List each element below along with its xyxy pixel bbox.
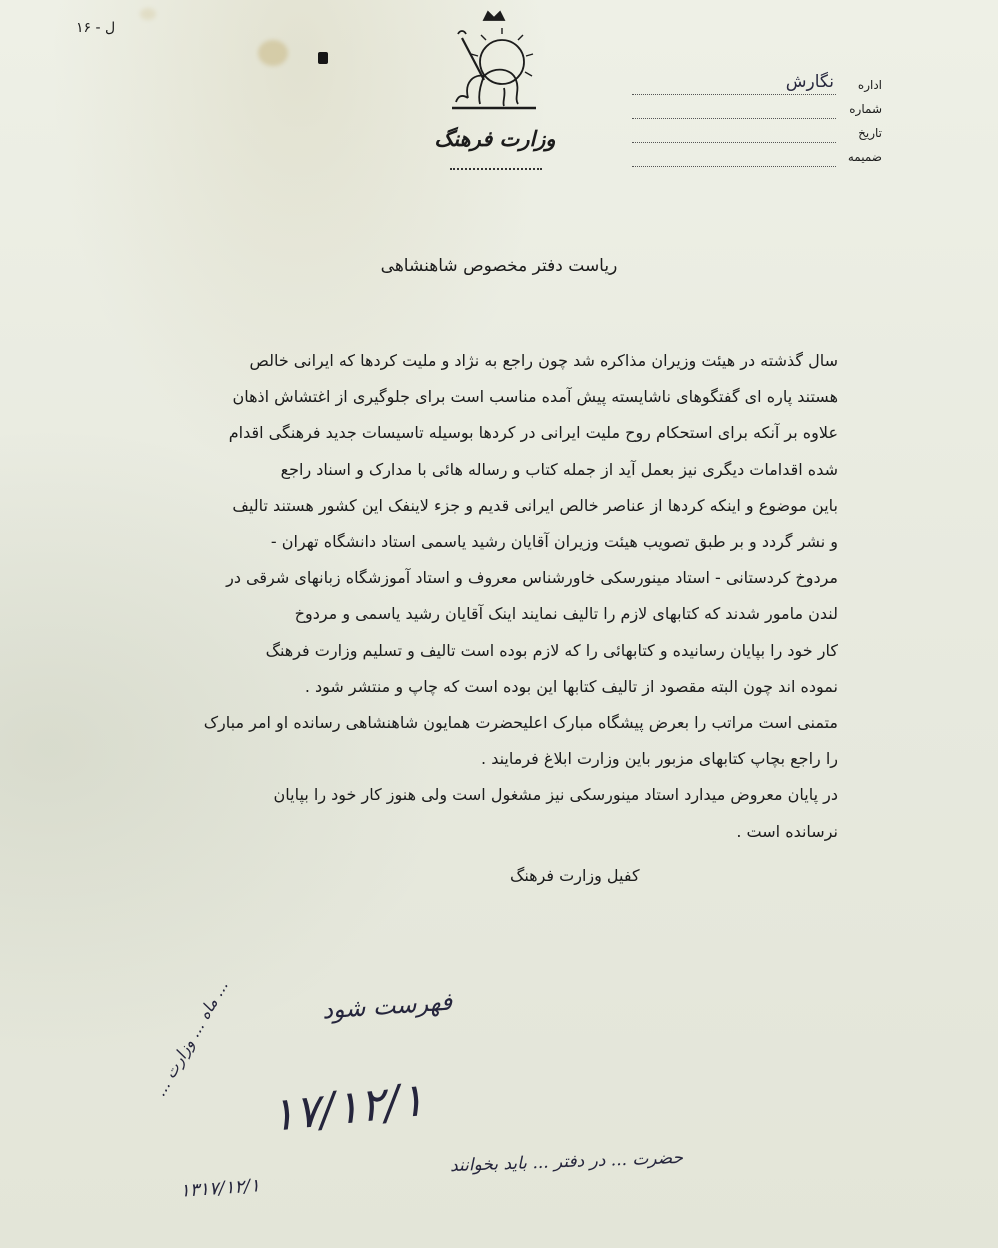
body-line: باین موضوع و اینکه کردها از عناصر خالص ایرانی قدیم و جزء لاینفک این کشور هستند تالیف [232, 495, 838, 515]
form-field-line [632, 166, 836, 167]
form-field-line [632, 94, 836, 95]
body-line: کار خود را بپایان رسانیده و کتابهائی را که لازم بوده است تالیف و تسلیم وزارت فرهنگ [265, 640, 838, 660]
ministry-underline [450, 168, 542, 170]
handwritten-note: حضرت ... در دفتر ... باید بخوانند [449, 1147, 684, 1177]
form-field-label: شماره [849, 102, 882, 116]
form-field-attachment [632, 150, 882, 174]
body-line: متمنی است مراتب را بعرض پیشگاه مبارک اعلیحضرت همایون شاهنشاهی رسانده او امر مبارک [203, 713, 838, 733]
body-line: در پایان معروض میدارد استاد مینورسکی نیز مشغول است ولی هنوز کار خود را بپایان [273, 785, 838, 805]
letter-body [148, 343, 838, 850]
body-line: و نشر گردد و بر طبق تصویب هیئت وزیران آقایان رشید یاسمی استاد دانشگاه تهران - [270, 532, 838, 552]
reference-number: ل - ۱۶ [76, 20, 116, 36]
form-field-date [632, 126, 882, 150]
addressee: ریاست دفتر مخصوص شاهنشاهی [380, 256, 618, 276]
stain [140, 8, 156, 20]
lion-and-sun-crown-icon [444, 10, 544, 116]
body-line: شده اقدامات دیگری نیز بعمل آید از جمله کتاب و رساله هائی با مدارک و اسناد راجع [280, 459, 838, 479]
body-line: را راجع بچاپ کتابهای مزبور باین وزارت ابلاغ فرمایند . [481, 749, 838, 769]
handwritten-margin-note: ... ماه ... وزارت ... [150, 976, 232, 1100]
ministry-name: وزارت فرهنگ [434, 126, 556, 151]
form-field-number [632, 102, 882, 126]
handwritten-note: فهرست شود [321, 987, 454, 1025]
form-field-label: اداره [857, 78, 882, 92]
form-field-label: تاریخ [858, 126, 882, 140]
body-line: نرسانده است . [736, 821, 838, 841]
form-fields [632, 72, 882, 174]
handwritten-date: ۱۷/۱۲/۱ [267, 1072, 427, 1142]
form-field-line [632, 142, 836, 143]
body-line: سال گذشته در هیئت وزیران مذاکره شد چون راجع به نژاد و ملیت کردها که ایرانی خالص [249, 351, 838, 370]
perforation-mark [318, 52, 328, 64]
handwritten-date: ۱۳۱۷/۱۲/۱ [179, 1175, 261, 1202]
signature-title: کفیل وزارت فرهنگ [510, 866, 640, 885]
body-line: لندن مامور شدند که کتابهای لازم را تالیف نمایند اینک آقایان رشید یاسمی و مردوخ [294, 604, 838, 624]
body-line: نموده اند چون البته مقصود از تالیف کتابها این بوده است که چاپ و منتشر شود . [304, 676, 838, 696]
body-line: مردوخ کردستانی - استاد مینورسکی خاورشناس معروف و استاد آموزشگاه زبانهای شرقی در [226, 568, 838, 588]
stain [258, 40, 288, 66]
form-field-label: ضمیمه [847, 150, 882, 164]
form-field-value: نگارش [785, 72, 834, 92]
body-line: هستند پاره ای گفتگوهای ناشایسته پیش آمده مناسب است برای جلوگیری از اغتشاش اذهان [232, 387, 838, 407]
body-line: علاوه بر آنکه برای استحکام روح ملیت ایرانی در کردها بوسیله تاسیسات جدید فرهنگی اقدام [228, 423, 838, 443]
form-field-line [632, 118, 836, 119]
form-field-office [632, 72, 882, 102]
